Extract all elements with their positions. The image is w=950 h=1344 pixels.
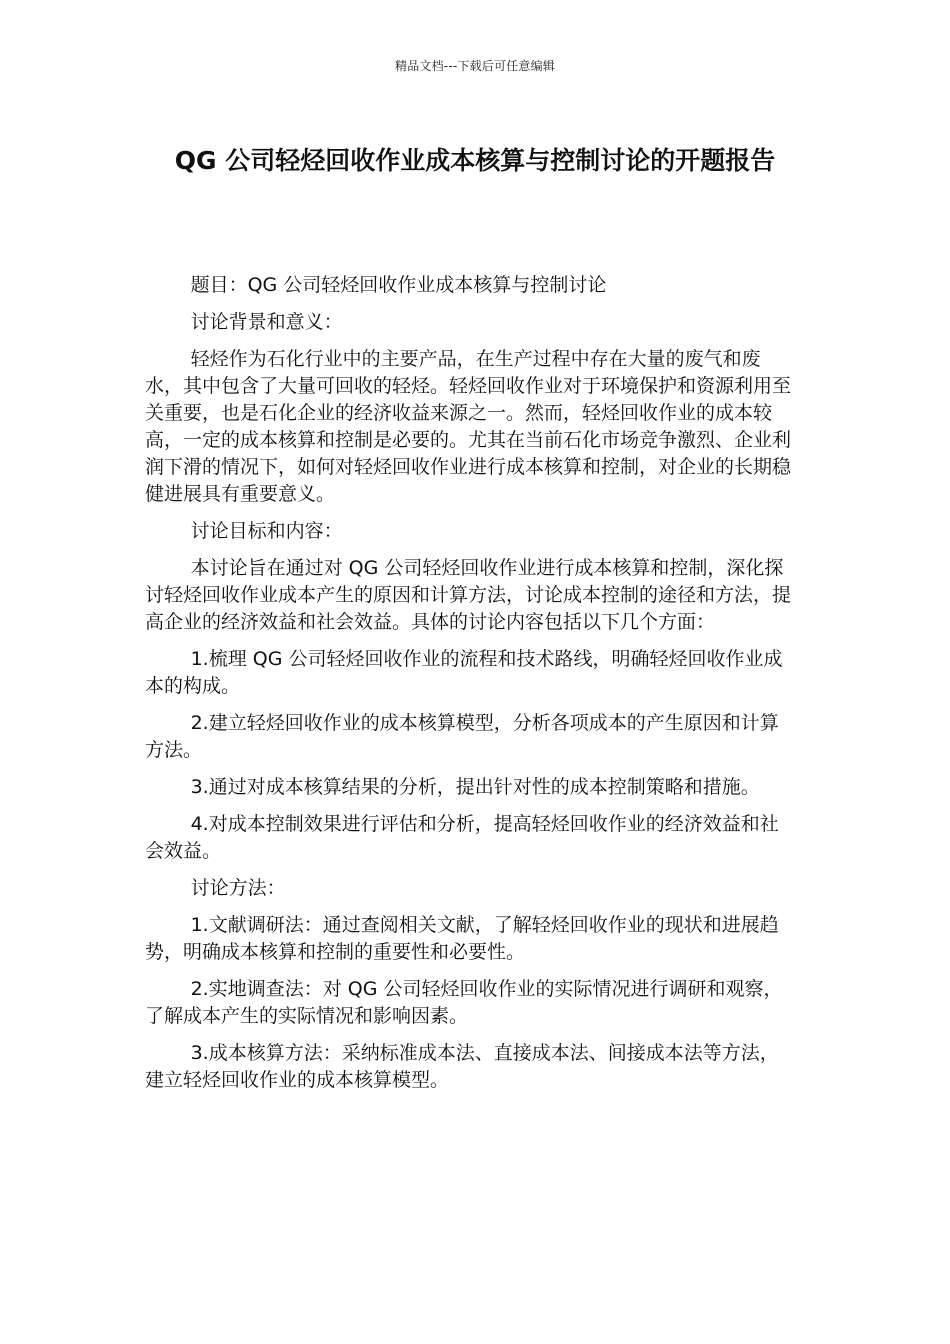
list-item-objective-1: 1.梳理 QG 公司轻烃回收作业的流程和技术路线，明确轻烃回收作业成本的构成。 xyxy=(145,648,783,697)
heading-background: 讨论背景和意义： xyxy=(190,311,343,333)
list-item-method-1: 1.文献调研法：通过查阅相关文献，了解轻烃回收作业的现状和进展趋势，明确成本核算和控制的重要性和必要性。 xyxy=(145,914,779,963)
list-item-method-2: 2.实地调查法：对 QG 公司轻烃回收作业的实际情况进行调研和观察，了解成本产生的实际情况和影响因素。 xyxy=(145,978,783,1027)
list-item-objective-3: 3.通过对成本核算结果的分析，提出针对性的成本控制策略和措施。 xyxy=(190,776,760,798)
list-item-method-3: 3.成本核算方法：采纳标准成本法、直接成本法、间接成本法等方法，建立轻烃回收作业的成本核算模型。 xyxy=(145,1042,779,1091)
heading-methods: 讨论方法： xyxy=(190,877,286,899)
document-body xyxy=(145,272,793,1104)
list-item-objective-4: 4.对成本控制效果进行评估和分析，提高轻烃回收作业的经济效益和社会效益。 xyxy=(145,813,779,862)
paragraph-topic: 题目：QG 公司轻烃回收作业成本核算与控制讨论 xyxy=(190,274,607,296)
paragraph-objectives: 本讨论旨在通过对 QG 公司轻烃回收作业进行成本核算和控制，深化探讨轻烃回收作业成本产生的原因和计算方法，讨论成本控制的途径和方法，提高企业的经济效益和社会效益。具体的讨论内容包括以下几个方面： xyxy=(145,557,792,633)
paragraph-background: 轻烃作为石化行业中的主要产品，在生产过程中存在大量的废气和废水，其中包含了大量可回收的轻烃。轻烃回收作业对于环境保护和资源利用至关重要，也是石化企业的经济收益来源之一。然而，轻烃回收作业的成本较高，一定的成本核算和控制是必要的。尤其在当前石化市场竞争激烈、企业利润下滑的情况下，如何对轻烃回收作业进行成本核算和控制，对企业的长期稳健进展具有重要意义。 xyxy=(145,348,792,505)
list-item-objective-2: 2.建立轻烃回收作业的成本核算模型，分析各项成本的产生原因和计算方法。 xyxy=(145,712,779,761)
heading-objectives: 讨论目标和内容： xyxy=(190,520,343,542)
page-header-note: 精品文档---下载后可任意编辑 xyxy=(395,59,555,73)
document-title: QG 公司轻烃回收作业成本核算与控制讨论的开题报告 xyxy=(174,146,776,175)
